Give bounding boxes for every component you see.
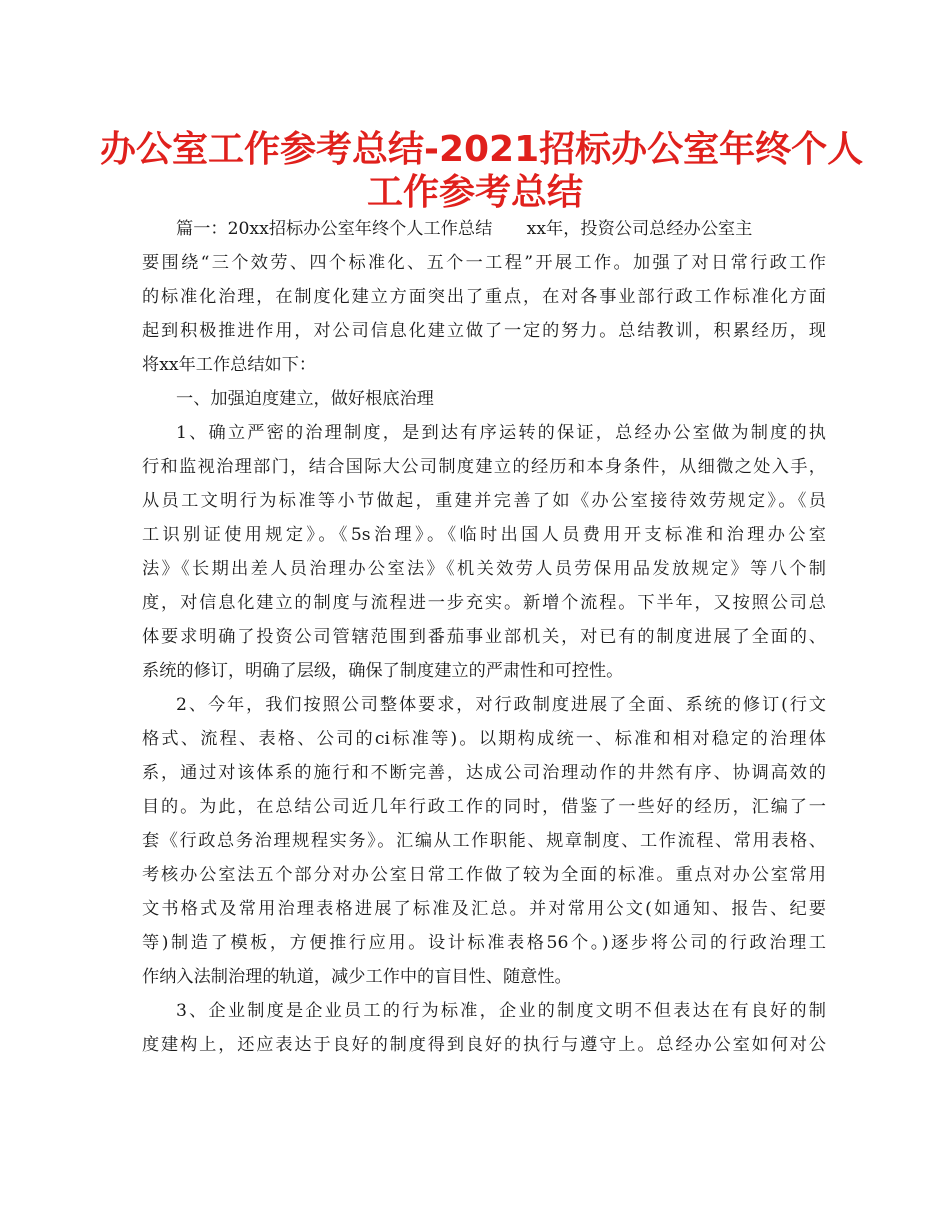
paragraph-line: 系，通过对该体系的施行和不断完善，达成公司治理动作的井然有序、协调高效的 bbox=[142, 763, 826, 783]
paragraph-line: 篇一：20xx招标办公室年终个人工作总结 xx年，投资公司总经办公室主 bbox=[176, 219, 753, 239]
paragraph-line: 法》《长期出差人员治理办公室法》《机关效劳人员劳保用品发放规定》等八个制 bbox=[142, 559, 826, 579]
document-body bbox=[142, 212, 826, 1062]
paragraph-line: 将xx年工作总结如下： bbox=[142, 355, 317, 375]
paragraph-line: 度，对信息化建立的制度与流程进一步充实。新增个流程。下半年，又按照公司总 bbox=[142, 593, 826, 613]
document-title-line-1: 办公室工作参考总结-2021招标办公室年终个人 bbox=[100, 129, 864, 170]
paragraph-line: 考核办公室法五个部分对办公室日常工作做了较为全面的标准。重点对办公室常用 bbox=[142, 865, 826, 885]
paragraph-line: 套《行政总务治理规程实务》。汇编从工作职能、规章制度、工作流程、常用表格、 bbox=[142, 831, 826, 851]
paragraph-line: 起到积极推进作用，对公司信息化建立做了一定的努力。总结教训，积累经历，现 bbox=[142, 321, 826, 341]
paragraph-line: 度建构上，还应表达于良好的制度得到良好的执行与遵守上。总经办公室如何对公 bbox=[142, 1035, 826, 1055]
paragraph-line: 行和监视治理部门，结合国际大公司制度建立的经历和本身条件，从细微之处入手， bbox=[142, 457, 826, 477]
paragraph-line: 格式、流程、表格、公司的ci标准等)。以期构成统一、标准和相对稳定的治理体 bbox=[142, 729, 826, 749]
paragraph-line: 3、企业制度是企业员工的行为标准，企业的制度文明不但表达在有良好的制 bbox=[176, 1001, 826, 1021]
paragraph-line: 作纳入法制治理的轨道，减少工作中的盲目性、随意性。 bbox=[142, 967, 572, 987]
paragraph-line: 从员工文明行为标准等小节做起，重建并完善了如《办公室接待效劳规定》。《员 bbox=[142, 491, 826, 511]
paragraph-line: 1、确立严密的治理制度，是到达有序运转的保证，总经办公室做为制度的执 bbox=[176, 423, 826, 443]
paragraph-line: 文书格式及常用治理表格进展了标准及汇总。并对常用公文(如通知、报告、纪要 bbox=[142, 899, 826, 919]
paragraph-line: 的标准化治理，在制度化建立方面突出了重点，在对各事业部行政工作标准化方面 bbox=[142, 287, 826, 307]
paragraph-line: 体要求明确了投资公司管辖范围到番茄事业部机关，对已有的制度进展了全面的、 bbox=[142, 627, 826, 647]
paragraph-line: 工识别证使用规定》。《5s治理》。《临时出国人员费用开支标准和治理办公室 bbox=[142, 525, 826, 545]
section-heading: 一、加强迫度建立，做好根底治理 bbox=[176, 389, 434, 409]
paragraph-line: 2、今年，我们按照公司整体要求，对行政制度进展了全面、系统的修订(行文 bbox=[176, 695, 826, 715]
document-title-line-2: 工作参考总结 bbox=[366, 172, 583, 213]
paragraph-line: 等)制造了模板，方便推行应用。设计标准表格56个。)逐步将公司的行政治理工 bbox=[142, 933, 826, 953]
paragraph-line: 系统的修订，明确了层级，确保了制度建立的严肃性和可控性。 bbox=[142, 661, 624, 681]
paragraph-line: 目的。为此，在总结公司近几年行政工作的同时，借鉴了一些好的经历，汇编了一 bbox=[142, 797, 826, 817]
paragraph-line: 要围绕“三个效劳、四个标准化、五个一工程”开展工作。加强了对日常行政工作 bbox=[142, 253, 826, 273]
